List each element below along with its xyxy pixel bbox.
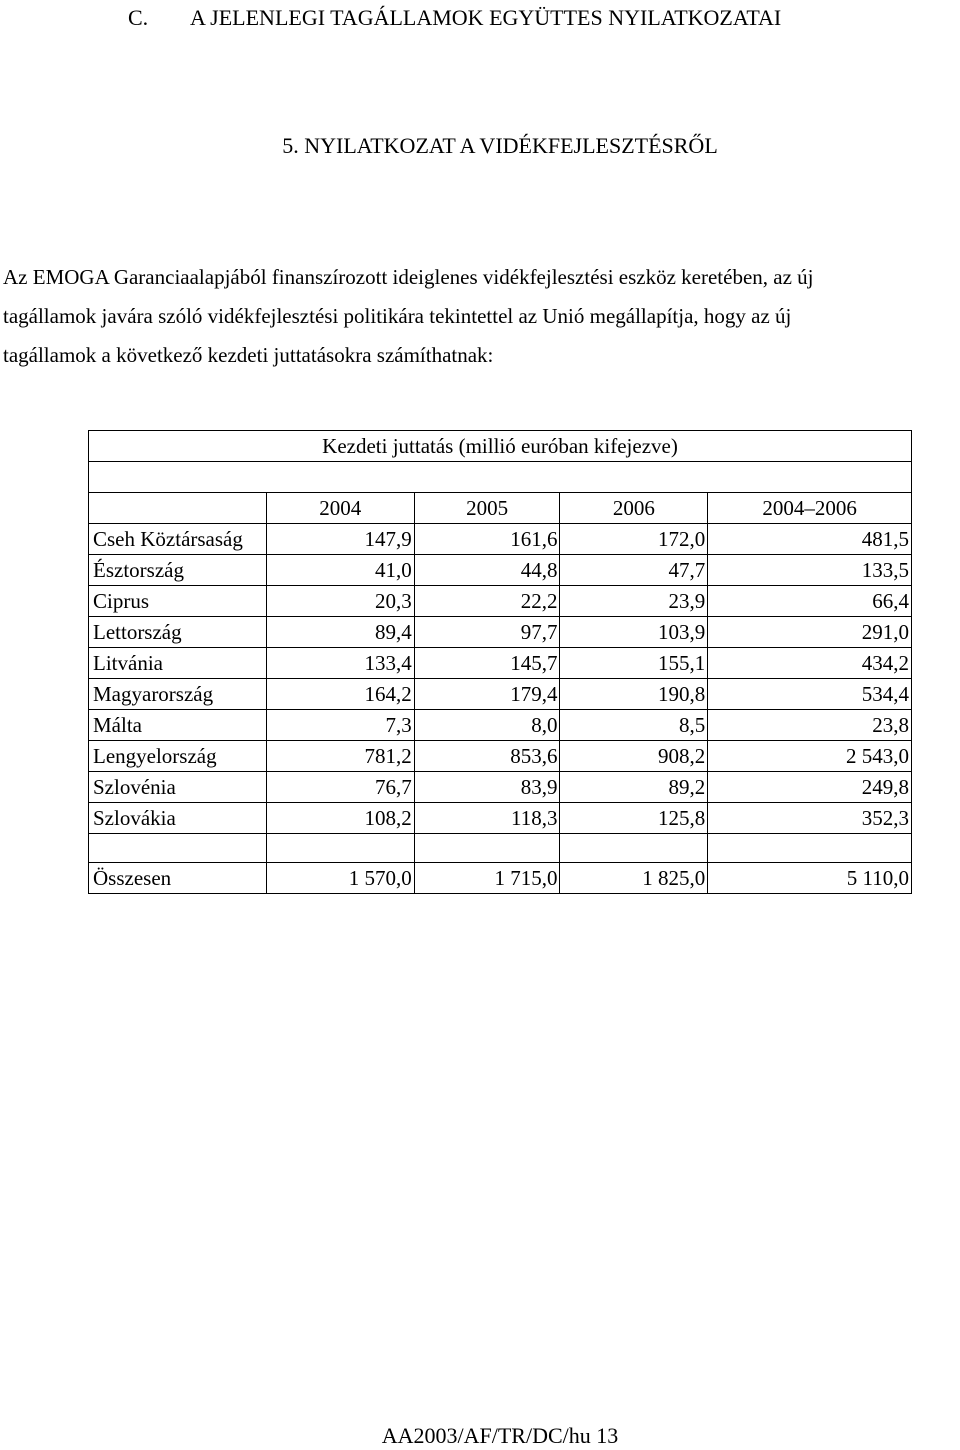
value-cell: 781,2 [266,741,414,772]
country-cell: Észtország [89,555,267,586]
country-cell: Szlovákia [89,803,267,834]
country-cell: Lettország [89,617,267,648]
declaration-title: 5. NYILATKOZAT A VIDÉKFEJLESZTÉSRŐL [282,133,718,158]
value-cell: 8,0 [414,710,560,741]
table-row [89,586,912,617]
header-cell: 2004 [266,493,414,524]
value-cell: 2 543,0 [708,741,912,772]
value-cell: 179,4 [414,679,560,710]
value-cell: 147,9 [266,524,414,555]
value-cell: 97,7 [414,617,560,648]
value-cell: 155,1 [560,648,708,679]
value-cell: 434,2 [708,648,912,679]
value-cell: 20,3 [266,586,414,617]
value-cell: 23,9 [560,586,708,617]
country-cell: Magyarország [89,679,267,710]
table-row [89,679,912,710]
blank-cell [89,834,267,863]
value-cell: 133,5 [708,555,912,586]
intro-line: tagállamok a következő kezdeti juttatásokra számíthatnak: [3,343,494,367]
value-cell: 249,8 [708,772,912,803]
value-cell: 172,0 [560,524,708,555]
value-cell: 103,9 [560,617,708,648]
country-cell: Cseh Köztársaság [89,524,267,555]
total-row [89,863,912,894]
header-empty-cell [89,493,267,524]
value-cell: 164,2 [266,679,414,710]
value-cell: 47,7 [560,555,708,586]
total-value-cell: 5 110,0 [708,863,912,894]
blank-cell [89,462,912,493]
table-spacer-row [89,834,912,863]
intro-line: Az EMOGA Garanciaalapjából finanszírozott ideiglenes vidékfejlesztési eszköz keretében, az új [3,265,814,289]
value-cell: 83,9 [414,772,560,803]
value-cell: 8,5 [560,710,708,741]
section-letter: C. [128,5,149,30]
section-heading [128,4,781,32]
header-cell: 2004–2006 [708,493,912,524]
value-cell: 534,4 [708,679,912,710]
country-cell: Litvánia [89,648,267,679]
value-cell: 108,2 [266,803,414,834]
table-caption: Kezdeti juttatás (millió euróban kifejezve) [89,431,912,462]
header-cell: 2006 [560,493,708,524]
value-cell: 145,7 [414,648,560,679]
table-blank-row [89,462,912,493]
total-value-cell: 1 825,0 [560,863,708,894]
document-reference: AA2003/AF/TR/DC/hu 13 [381,1423,619,1448]
value-cell: 89,4 [266,617,414,648]
value-cell: 89,2 [560,772,708,803]
table-row [89,772,912,803]
intro-line: tagállamok javára szóló vidékfejlesztési politikára tekintettel az Unió megállapítja, hogy az új [3,304,792,328]
value-cell: 125,8 [560,803,708,834]
section-title: A JELENLEGI TAGÁLLAMOK EGYÜTTES NYILATKOZATAI [190,5,782,30]
table-row [89,710,912,741]
total-value-cell: 1 715,0 [414,863,560,894]
value-cell: 41,0 [266,555,414,586]
blank-cell [414,834,560,863]
value-cell: 76,7 [266,772,414,803]
value-cell: 481,5 [708,524,912,555]
table-header-row [89,493,912,524]
blank-cell [708,834,912,863]
table-row [89,803,912,834]
value-cell: 22,2 [414,586,560,617]
value-cell: 118,3 [414,803,560,834]
country-cell: Málta [89,710,267,741]
value-cell: 352,3 [708,803,912,834]
country-cell: Ciprus [89,586,267,617]
value-cell: 66,4 [708,586,912,617]
value-cell: 853,6 [414,741,560,772]
value-cell: 291,0 [708,617,912,648]
total-label-cell: Összesen [89,863,267,894]
table-caption-row [89,431,912,462]
blank-cell [266,834,414,863]
intro-paragraph [3,258,933,375]
country-cell: Lengyelország [89,741,267,772]
header-cell: 2005 [414,493,560,524]
table-row [89,524,912,555]
allocation-table [88,430,912,894]
value-cell: 7,3 [266,710,414,741]
value-cell: 908,2 [560,741,708,772]
country-cell: Szlovénia [89,772,267,803]
value-cell: 133,4 [266,648,414,679]
value-cell: 161,6 [414,524,560,555]
table-row [89,555,912,586]
value-cell: 23,8 [708,710,912,741]
total-value-cell: 1 570,0 [266,863,414,894]
table-row [89,617,912,648]
table-row [89,741,912,772]
table-row [89,648,912,679]
value-cell: 190,8 [560,679,708,710]
blank-cell [560,834,708,863]
value-cell: 44,8 [414,555,560,586]
